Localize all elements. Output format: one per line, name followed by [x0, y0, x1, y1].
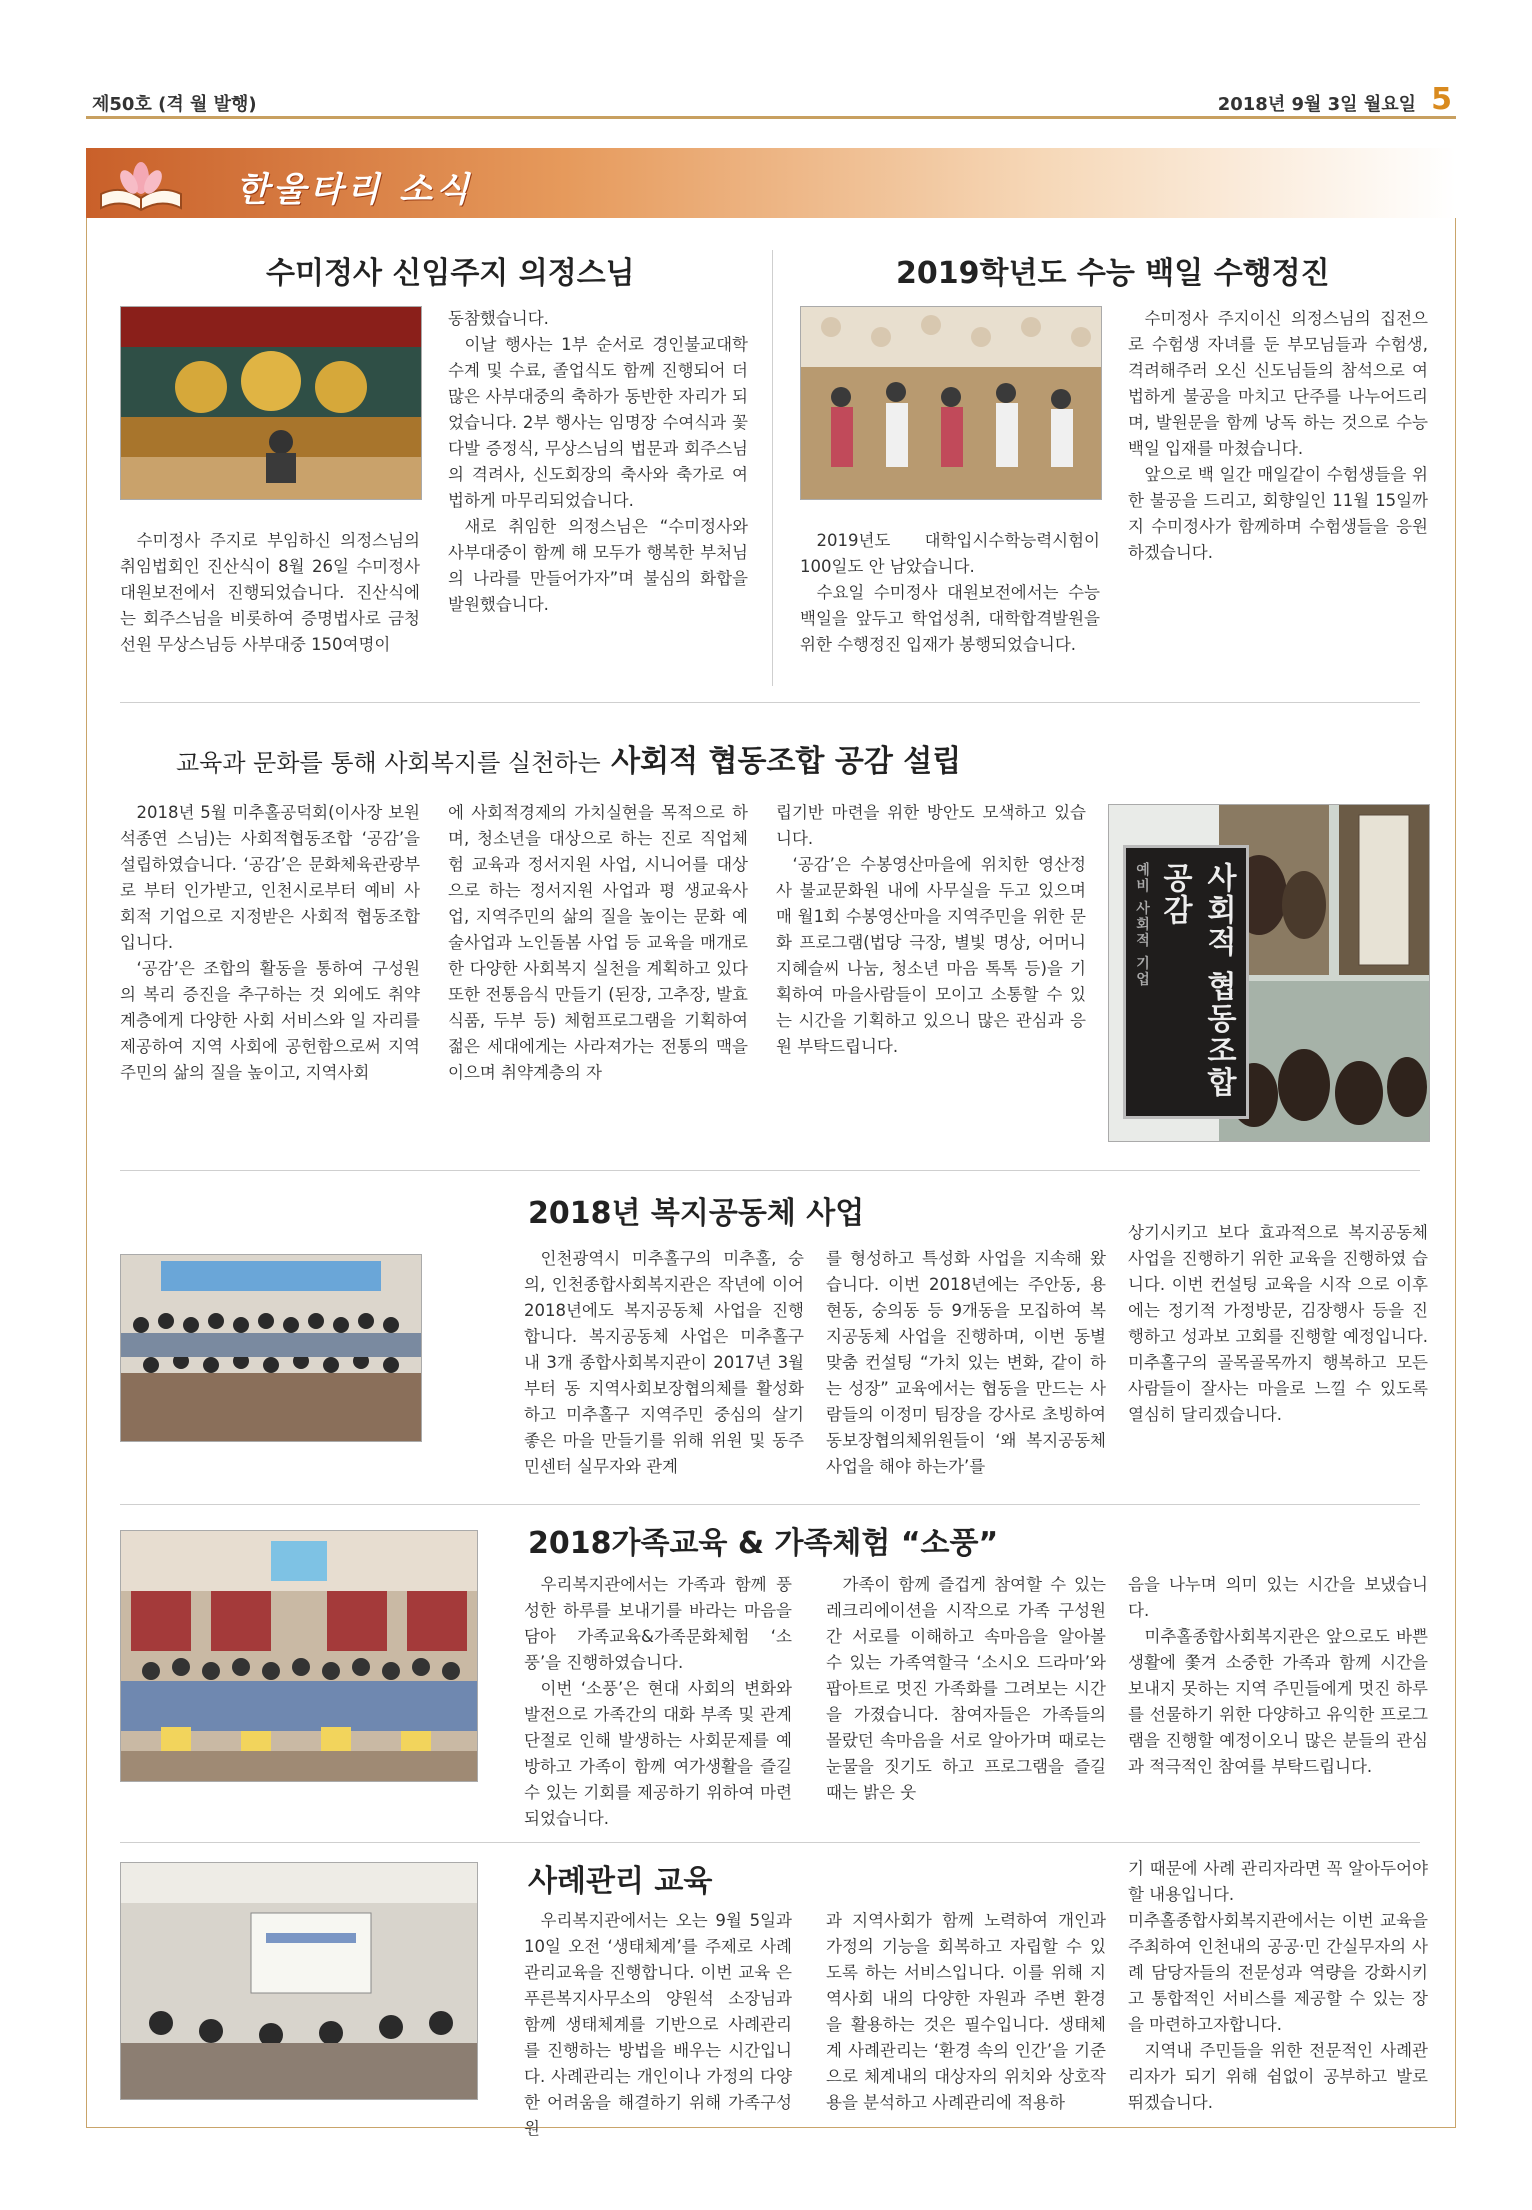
paragraph: 인천광역시 미추홀구의 미추홀, 숭의, 인천종합사회복지관은 작년에 이어 2018년에도 복지공동체 사업을 진행합니다. 복지공동체 사업은 미추홀구 내 3개 종합사회복지관이 2017년 3월부터 동 지역사회보장협의체를 활성화하고 미추홀구 지역주민 중심의 살기 좋은 마을 만들기를 위해 위원 및 동주민센터 실무자와 관계 — [524, 1249, 804, 1476]
paragraph: 동참했습니다. — [448, 309, 549, 328]
issue-date: 2018년 9월 3일 월요일 — [1217, 94, 1416, 115]
article-text — [826, 1908, 1106, 2114]
cooperative-sign-photo — [1108, 804, 1430, 1142]
exam-prayer-photo — [800, 306, 1102, 500]
paragraph: 미추홀종합사회복지관은 앞으로도 바쁜 생활에 쫓겨 소중한 가족과 함께 시간을 보내지 못하는 지역 주민들에게 멋진 하루를 선물하기 위한 다양하고 유익한 프로그램을 진행할 예정이오니 많은 분들의 관심과 적극적인 참여를 부탁드립니다. — [1128, 1627, 1428, 1776]
section-divider — [120, 702, 1420, 703]
paragraph: 상기시키고 보다 효과적으로 복지공동체 사업을 진행하기 위한 교육을 진행하였 습니다. 이번 컨설팅 교육을 시작 으로 이후에는 정기적 가정방문, 김장행사 등을 진행하고 성과보 고회를 진행할 예정입니다. 미추홀구의 골목골목까지 행복하고 모든 사람들이 잘사는 마을로 느낄 수 있도록 열심히 달리겠습니다. — [1128, 1223, 1428, 1424]
article-title: 사례관리 교육 — [528, 1864, 713, 1899]
article-text — [776, 800, 1086, 1148]
section-divider — [120, 1170, 1420, 1171]
cooperative-signboard — [1123, 845, 1249, 1119]
article-text — [1128, 1572, 1428, 1828]
column-divider — [772, 250, 773, 686]
sign-text: 사회적 협동조합 공감 — [1157, 862, 1236, 1099]
paragraph: 에 사회적경제의 가치실현을 목적으로 하며, 청소년을 대상으로 하는 진로 직업체험 교육과 정서지원 사업, 시니어를 대상으로 하는 정서지원 사업과 평 생교육사업, 지역주민의 삶의 질을 높이는 문화 예술사업과 노인돌봄 사업 등 교육을 매개로 한 다양한 사회복지 실천을 계획하고 있다 또한 전통음식 만들기 (된장, 고추장, 발효식품, 두부 등) 체험프로그램을 기획하여 젊은 세대에게는 사라져가는 전통의 맥을 이으며 취약계층의 자 — [448, 803, 748, 1082]
paragraph: 기 때문에 사례 관리자라면 꼭 알아두어야 할 내용입니다. — [1128, 1859, 1428, 1904]
article-text — [1128, 1856, 1428, 2114]
paragraph: 과 지역사회가 함께 노력하여 개인과 가정의 기능을 회복하고 자립할 수 있도록 하는 서비스입니다. 이를 위해 지역사회 내의 다양한 자원과 주변 환경을 활용하는 것은 필수입니다. 생태체계 사례관리는 ‘환경 속의 인간’을 기준으로 체계내의 대상자의 위치와 상호작용을 분석하고 사례관리에 적용하 — [826, 1911, 1106, 2112]
article-text — [524, 1572, 792, 1828]
article-text — [120, 800, 420, 1148]
title-main: 사회적 협동조합 공감 설립 — [611, 744, 962, 779]
paragraph: 수요일 수미정사 대원보전에서는 수능 백일을 앞두고 학업성취, 대학합격발원을 위한 수행정진 입재가 봉행되었습니다. — [800, 583, 1100, 654]
article-text — [448, 306, 748, 680]
article-title: 수미정사 신임주지 의정스님 — [266, 256, 635, 291]
page-number: 5 — [1431, 82, 1452, 117]
paragraph: 2018년 5월 미추홀공덕회(이사장 보원 석종연 스님)는 사회적협동조합 ‘공감’을 설립하였습니다. ‘공감’은 문화체육관광부로 부터 인가받고, 인천시로부터 예비 사회적 기업으로 지정받은 사회적 협동조합 입니다. — [120, 803, 420, 952]
paragraph: 수미정사 주지이신 의정스님의 집전으로 수험생 자녀를 둔 부모님들과 수험생, 격려해주러 오신 신도님들의 참석으로 여법하게 불공을 마치고 단주를 나누어드리며, 발원문을 함께 낭독 하는 것으로 수능 백일 입재를 마쳤습니다. — [1128, 309, 1428, 458]
section-divider — [120, 1842, 1420, 1843]
paragraph: 이번 ‘소풍’은 현대 사회의 변화와 발전으로 가족간의 대화 부족 및 관계 단절로 인해 발생하는 사회문제를 예방하고 가족이 함께 여가생활을 즐길 수 있는 기회를 제공하기 위하여 마련되었습니다. — [524, 1679, 792, 1828]
article-text — [1128, 306, 1428, 680]
paragraph: 미추홀종합사회복지관에서는 이번 교육을 주최하여 인천내의 공공·민 간실무자의 사례 담당자들의 전문성과 역량을 강화시키고 통합적인 서비스를 제공할 수 있는 장을 마련하고자합니다. — [1128, 1911, 1428, 2034]
article-text — [826, 1572, 1106, 1828]
article-text — [1128, 1220, 1428, 1492]
family-picnic-photo — [120, 1530, 478, 1782]
article-title — [176, 736, 961, 780]
paragraph: 를 형성하고 특성화 사업을 지속해 왔습니다. 이번 2018년에는 주안동, 용현동, 숭의동 등 9개동을 모집하여 복지공동체 사업을 진행하며, 이번 동별 맞춤 컨설팅 “가치 있는 변화, 같이 하는 성장” 교육에서는 협동을 만드는 사람들의 이정미 팀장을 강사로 초빙하여 동보장협의체위원들이 ‘왜 복지공동체사업을 해야 하는가’를 — [826, 1249, 1106, 1476]
paragraph: 가족이 함께 즐겁게 참여할 수 있는 레크리에이션을 시작으로 가족 구성원 간 서로를 이해하고 속마음을 알아볼 수 있는 가족역할극 ‘소시오 드라마’와 팝아트로 멋진 가족화를 그려보는 시간을 가졌습니다. 참여자들은 가족들의 몰랐던 속마음을 서로 알아가며 때로는 눈물을 짓기도 하고 프로그램을 즐길 때는 밝은 웃 — [826, 1575, 1106, 1802]
paragraph: 새로 취임한 의정스님은 “수미정사와 사부대중이 함께 해 모두가 행복한 부처님의 나라를 만들어가자”며 불심의 화합을 발원했습니다. — [448, 517, 748, 614]
paragraph: 2019년도 대학입시수학능력시험이 100일도 안 남았습니다. — [800, 531, 1100, 576]
paragraph: ‘공감’은 조합의 활동을 통하여 구성원의 복리 증진을 추구하는 것 외에도 취약 계층에게 다양한 사회 서비스와 일 자리를 제공하여 지역 사회에 공헌함으로써 지역주민의 삶의 질을 높이고, 지역사회 — [120, 959, 420, 1082]
page-header — [86, 82, 1456, 119]
article-text — [524, 1908, 792, 2138]
temple-ceremony-photo — [120, 306, 422, 500]
welfare-group-photo — [120, 1254, 422, 1442]
article-text — [800, 528, 1100, 680]
section-divider — [120, 1504, 1420, 1505]
article-title: 2018년 복지공동체 사업 — [528, 1196, 865, 1231]
article-title: 2019학년도 수능 백일 수행정진 — [896, 256, 1330, 291]
sign-subtext: 예비 사회적 기업 — [1134, 862, 1150, 988]
article-title: 2018가족교육 & 가족체험 “소풍” — [528, 1526, 999, 1561]
case-management-class-photo — [120, 1862, 478, 2100]
banner-title: 한울타리 소식 — [236, 170, 473, 210]
article-text — [448, 800, 748, 1148]
paragraph: ‘공감’은 수봉영산마을에 위치한 영산정사 불교문화원 내에 사무실을 두고 있으며 매 월1회 수봉영산마을 지역주민을 위한 문화 프로그램(법당 극장, 별빛 명상, 어머니 지혜슬씨 나눔, 청소년 마음 톡톡 등)을 기획하여 마을사람들이 모이고 소통할 수 있는 시간을 기획하고 있으니 많은 관심과 응원 부탁드립니다. — [776, 855, 1086, 1056]
paragraph: 앞으로 백 일간 매일같이 수험생들을 위한 불공을 드리고, 회향일인 11월 15일까지 수미정사가 함께하며 수험생들을 응원하겠습니다. — [1128, 465, 1428, 562]
paragraph: 지역내 주민들을 위한 전문적인 사례관리자가 되기 위해 쉼없이 공부하고 발로 뛰겠습니다. — [1128, 2041, 1428, 2112]
paragraph: 립기반 마련을 위한 방안도 모색하고 있습니다. — [776, 803, 1086, 848]
issue-number: 제50호 (격 월 발행) — [92, 94, 257, 115]
paragraph: 우리복지관에서는 오는 9월 5일과 10일 오전 ‘생태체계’를 주제로 사례관리교육을 진행합니다. 이번 교육 은 푸른복지사무소의 양원석 소장님과 함께 생태체계를 기반으로 사례관리를 진행하는 방법을 배우는 시간입니다. 사례관리는 개인이나 가정의 다양한 어려움을 해결하기 위해 가족구성원 — [524, 1911, 792, 2138]
lotus-book-icon — [96, 154, 186, 212]
article-text — [524, 1246, 804, 1492]
paragraph: 수미정사 주지로 부임하신 의정스님의 취임법회인 진산식이 8월 26일 수미정사 대원보전에서 진행되었습니다. 진산식에는 회주스님을 비롯하여 증명법사로 금청선원 무상스님등 사부대중 150여명이 — [120, 531, 420, 654]
paragraph: 우리복지관에서는 가족과 함께 풍성한 하루를 보내기를 바라는 마음을 담아 가족교육&가족문화체험 ‘소풍’을 진행하였습니다. — [524, 1575, 792, 1672]
article-text — [826, 1246, 1106, 1492]
article-text — [120, 528, 420, 680]
section-banner — [86, 148, 1456, 218]
paragraph: 이날 행사는 1부 순서로 경인불교대학 수계 및 수료, 졸업식도 함께 진행되어 더 많은 사부대중의 축하가 동반한 자리가 되었습니다. 2부 행사는 임명장 수여식과 꽃다발 증정식, 무상스님의 법문과 회주스님의 격려사, 신도회장의 축사와 축가로 여법하게 마무리되었습니다. — [448, 335, 748, 510]
title-prefix: 교육과 문화를 통해 사회복지를 실천하는 — [176, 749, 601, 777]
paragraph: 음을 나누며 의미 있는 시간을 보냈습니다. — [1128, 1575, 1428, 1620]
